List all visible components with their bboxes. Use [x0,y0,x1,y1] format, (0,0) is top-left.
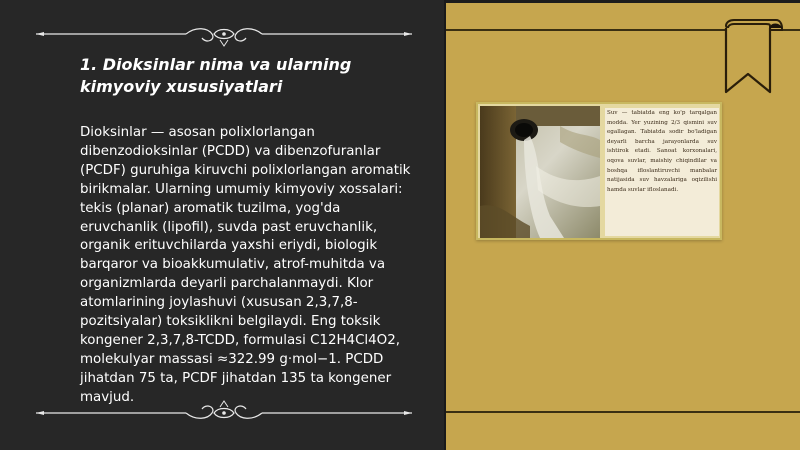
ornament-divider-icon [36,26,412,50]
top-edge [446,0,800,3]
bookmark-ribbon-icon [720,18,784,98]
polluted-water-photo [480,106,600,238]
image-caption: Suv — tabiatda eng ko'p tarqalgan modda. Yer yuzining 2/3 qismini suv egallagan. Tabiatda sodir bo'ladigan deyarli barcha jarayonlarda suv ishtirok etadi. Sanoat korxonalari, oqova suvlar, maishiy chiqindilar va boshqa ifloslantiruvchi manbalar natijasida suv havzalariga oqizilishi hamda suvlar ifloslanadi. [605,108,719,236]
panel-divider [444,0,446,450]
image-card [476,102,722,240]
slide-title: 1. Dioksinlar nima va ularning kimyoviy xususiyatlari [80,55,352,96]
bottom-rule [446,411,800,413]
slide-body-text: Dioksinlar — asosan polixlorlangan dibenzodioksinlar (PCDD) va dibenzofuranlar (PCDF) guruhiga kiruvchi polixlorlangan aromatik birikmalar. Ularning umumiy kimyoviy xossalari: tekis (planar) aromatik tuzilma, yog'da eruvchanlik (lipofil), suvda past eruvchanlik, organik erituvchilarda yaxshi eriydi, biologik barqaror va bioakkumulativ, atrof-muhitda va organizmlarda deyarli parchalanmaydi. Klor atomlarining joylashuvi (xususan 2,3,7,8-pozitsiyalar) toksiklikni belgilaydi. Eng toksik kongener 2,3,7,8-TCDD, formulasi C12H4Cl4O2, molekulyar massasi ≈322.99 g·mol−1. PCDD jihatdan 75 ta, PCDF jihatdan 135 ta kongener mavjud. [80,125,411,405]
